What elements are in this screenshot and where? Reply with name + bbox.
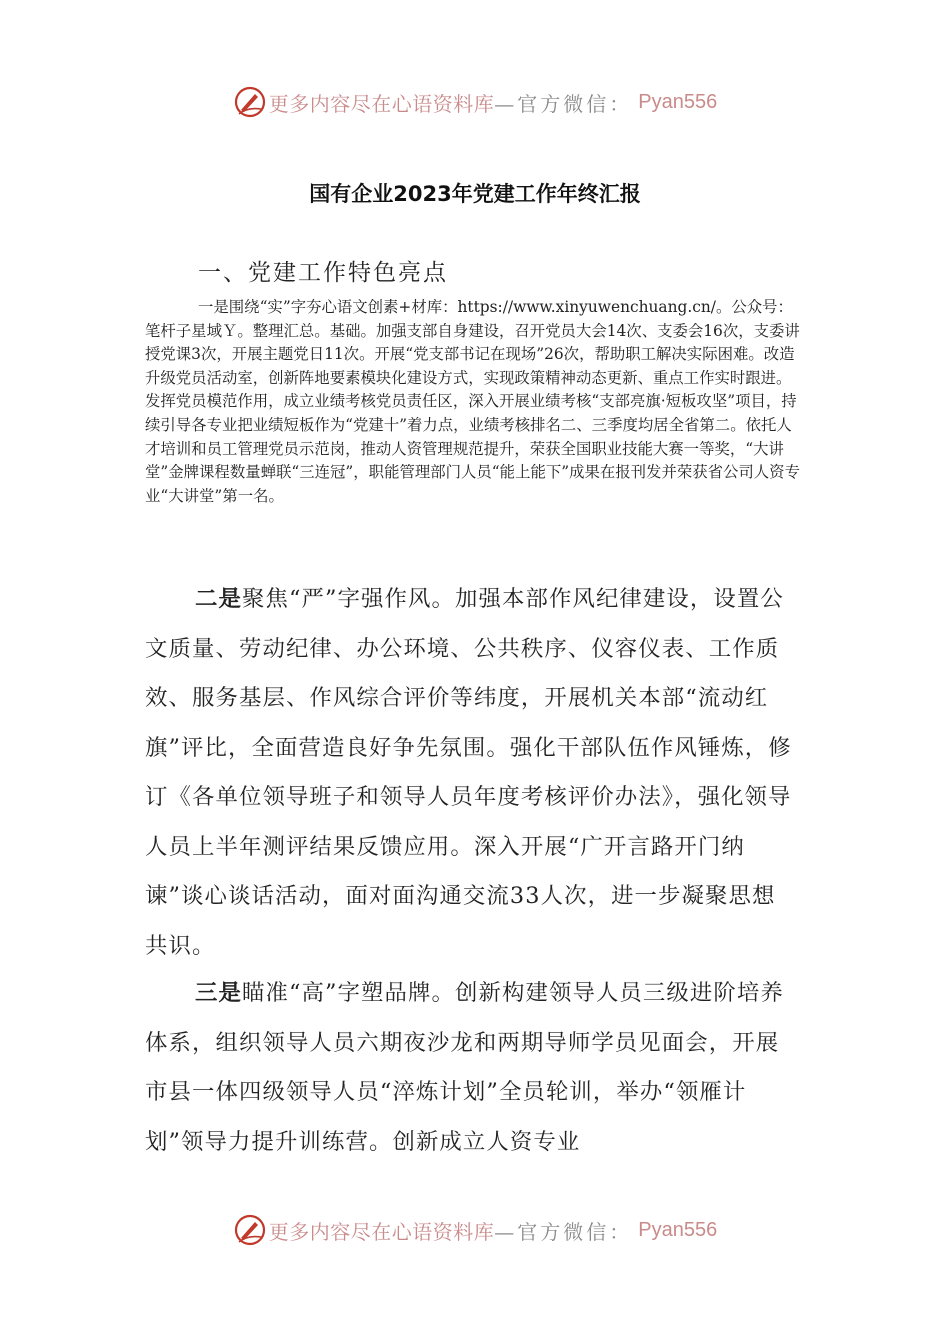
pen-circle-icon: [233, 85, 267, 119]
paragraph-2-text: 聚焦“严”字强作风。加强本部作风纪律建设，设置公文质量、劳动纪律、办公环境、公共秩序、仪容仪表、工作质效、服务基层、作风综合评价等纬度，开展机关本部“流动红旗”评比，全面营造良好争先氛围。强化干部队伍作风锤炼，修订《各单位领导班子和领导人员年度考核评价办法》，强化领导人员上半年测评结果反馈应用。深入开展“广开言路开门纳谏”谈心谈话活动，面对面沟通交流33人次，进一步凝聚思想共识。: [145, 586, 792, 959]
watermark-site-text: 更多内容尽在心语资料库: [268, 1219, 495, 1244]
watermark-wechat-label: —官方微信：: [494, 1219, 633, 1244]
paragraph-2-lead: 二是: [195, 586, 242, 612]
header-watermark: [0, 82, 950, 122]
footer-watermark: [0, 1210, 950, 1250]
document-title: 国有企业2023年党建工作年终汇报: [309, 182, 641, 206]
paragraph-3: [145, 969, 795, 1167]
watermark-wechat-id: Pyan556: [638, 90, 718, 113]
watermark-wechat-id: Pyan556: [638, 1218, 718, 1241]
paragraph-1: 一是围绕“实”字夯心语文创素+材库：https://www.xinyuwenchuang.cn/。公众号：笔杆子星域Ｙ。整理汇总。基础。加强支部自身建设，召开党员大会14次、支委会16次，支委讲授党课3次，开展主题党日11次。开展“党支部书记在现场”26次，帮助职工解决实际困难。改造升级党员活动室，创新阵地要素模块化建设方式，实现政策精神动态更新、重点工作实时跟进。发挥党员模范作用，成立业绩考核党员责任区，深入开展业绩考核“支部亮旗·短板攻坚”项目，持续引导各专业把业绩短板作为“党建十”着力点，业绩考核排名二、三季度均居全省第二。依托人才培训和员工管理党员示范岗，推动人资管理规范提升，荣获全国职业技能大赛一等奖，“大讲堂”金牌课程数量蝉联“三连冠”，职能管理部门人员“能上能下”成果在报刊发并荣获省公司人资专业“大讲堂”第一名。: [145, 298, 800, 505]
section-heading: 一、党建工作特色亮点: [198, 260, 448, 286]
watermark-wechat-label: —官方微信：: [494, 91, 633, 116]
paragraph-2: [145, 575, 795, 971]
paragraph-3-text: 瞄准“高”字塑品牌。创新构建领导人员三级进阶培养体系，组织领导人员六期夜沙龙和两期导师学员见面会，开展市县一体四级领导人员“淬炼计划”全员轮训，举办“领雁计划”领导力提升训练营。创新成立人资专业: [145, 980, 784, 1155]
pen-circle-icon: [233, 1213, 267, 1247]
paragraph-3-lead: 三是: [195, 980, 242, 1006]
watermark-site-text: 更多内容尽在心语资料库: [268, 91, 495, 116]
